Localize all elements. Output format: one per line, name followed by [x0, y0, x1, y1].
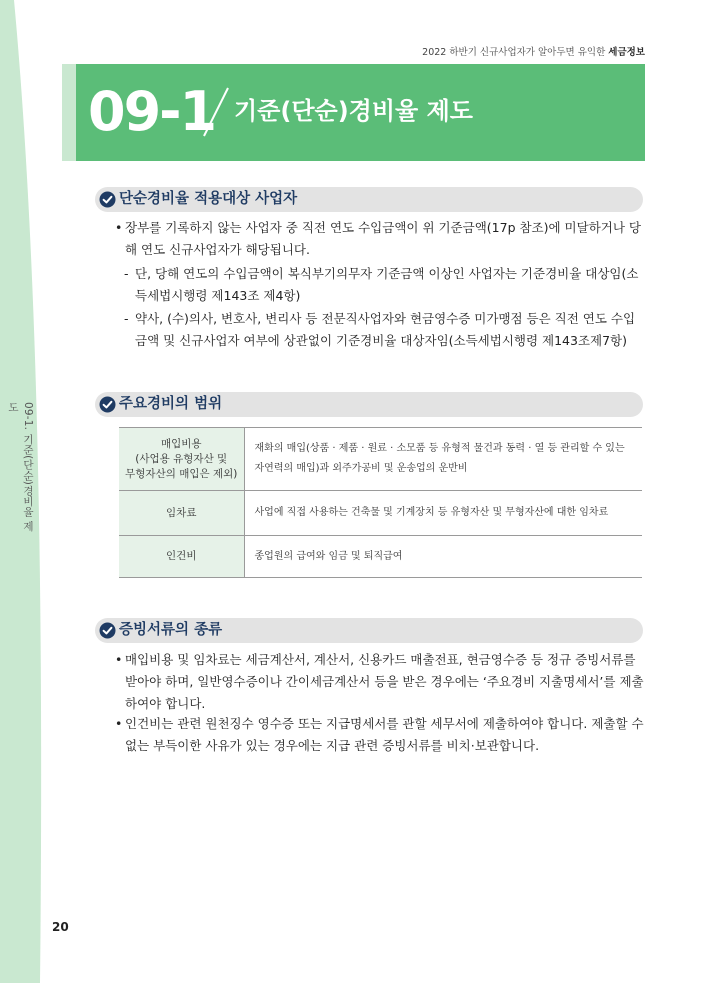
section-header [95, 187, 643, 212]
expense-scope-table [119, 427, 642, 578]
bullet-item: • 매입비용 및 임차료는 세금계산서, 계산서, 신용카드 매출전표, 현금영수증 등 정규 증빙서류를 받아야 하며, 일반영수증이나 간이세금계산서 등을 받은 경우에는 ‘주요경비 지출명세서’를 제출하여야 합니다. [115, 649, 645, 715]
table-row [119, 536, 642, 578]
section-title: 주요경비의 범위 [119, 396, 223, 412]
table-row-label: 임차료 [119, 491, 244, 536]
section-title: 증빙서류의 종류 [119, 622, 223, 638]
chapter-title: 기준(단순)경비율 제도 [234, 97, 473, 125]
section-title: 단순경비율 적용대상 사업자 [119, 191, 298, 207]
check-circle-icon [99, 622, 116, 639]
running-header-emphasis: 세금정보 [608, 47, 645, 58]
table-row-label: 인건비 [119, 536, 244, 578]
chapter-slash-divider [200, 86, 230, 138]
running-header [422, 44, 645, 58]
check-circle-icon [99, 191, 116, 208]
table-row [119, 491, 642, 536]
table-row [119, 428, 642, 491]
section-header [95, 392, 643, 417]
chapter-number: 09-1 [88, 80, 216, 143]
page-number: 20 [52, 920, 69, 934]
table-row-value: 사업에 직접 사용하는 건축물 및 기계장치 등 유형자산 및 무형자산에 대한 임차료 [244, 491, 642, 536]
table-row-value: 종업원의 급여와 임금 및 퇴직급여 [244, 536, 642, 578]
check-circle-icon [99, 396, 116, 413]
bullet-item: • 장부를 기록하지 않는 사업자 중 직전 연도 수입금액이 위 기준금액(17p 참조)에 미달하거나 당해 연도 신규사업자가 해당됩니다. [115, 217, 645, 261]
table-row-label: 매입비용 (사업용 유형자산 및 무형자산의 매입은 제외) [119, 428, 244, 491]
chapter-banner-edge [62, 64, 76, 161]
section-header [95, 618, 643, 643]
bullet-dot-icon: • [115, 220, 123, 235]
side-tab-label: 09-1. 기준(단순)경비율 제도 [7, 402, 34, 532]
bullet-dot-icon: • [115, 716, 123, 731]
table-row-value: 재화의 매입(상품 · 제품 · 원료 · 소모품 등 유형적 물건과 동력 · 열 등 관리할 수 있는 자연력의 매입)과 외주가공비 및 운송업의 운반비 [244, 428, 642, 491]
sub-item: - 단, 당해 연도의 수입금액이 복식부기의무자 기준금액 이상인 사업자는 기준경비율 대상임(소득세법시행령 제143조 제4항) [124, 263, 644, 307]
dash-marker-icon: - [124, 266, 129, 281]
dash-marker-icon: - [124, 311, 129, 326]
bullet-item: • 인건비는 관련 원천징수 영수증 또는 지급명세서를 관할 세무서에 제출하여야 합니다. 제출할 수 없는 부득이한 사유가 있는 경우에는 지급 관련 증빙서류를 비치·보관합니다. [115, 713, 645, 757]
bullet-dot-icon: • [115, 652, 123, 667]
sub-item: - 약사, (수)의사, 변호사, 변리사 등 전문직사업자와 현금영수증 미가맹점 등은 직전 연도 수입금액 및 신규사업자 여부에 상관없이 기준경비율 대상자임(소득세법시행령 제143조제7항) [124, 308, 644, 352]
running-header-prefix: 2022 하반기 신규사업자가 알아두면 유익한 [422, 47, 609, 58]
